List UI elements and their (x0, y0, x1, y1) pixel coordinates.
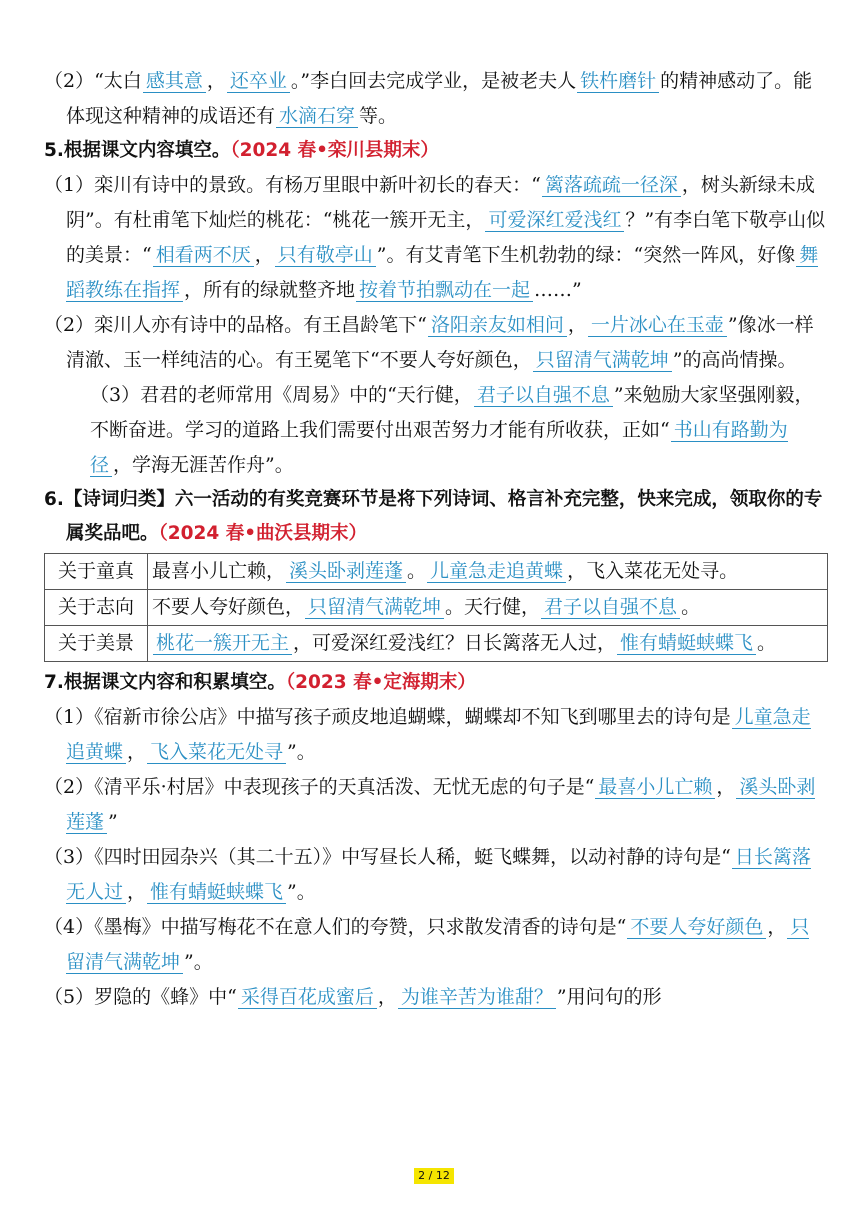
row-content: 不要人夸好颜色， 只留清气满乾坤 。天行健， 君子以自强不息 。 (148, 590, 828, 626)
answer-blank: 飞入菜花无处寻 (147, 741, 286, 764)
answer-blank: 铁杵磨针 (577, 70, 659, 93)
row-label: 关于童真 (45, 554, 148, 590)
question-7-part-3: （3）《四时田园杂兴（其二十五）》中写昼长人稀，蜓飞蝶舞，以动衬静的诗句是“ 日长篱落无人过 ， 惟有蜻蜓蛱蝶飞 ”。 (44, 846, 811, 903)
table-row (45, 626, 828, 662)
answer-blank: 还卒业 (227, 70, 290, 93)
question-6-heading: 6.【诗词归类】六一活动的有奖竞赛环节是将下列诗词、格言补充完整，快来完成，领取你的专属奖品吧。（2024 春•曲沃县期末） (44, 489, 823, 544)
question-5-part-3: （3）君君的老师常用《周易》中的“天行健， 君子以自强不息 ”来勉励大家坚强刚毅，不断奋进。学习的道路上我们需要付出艰苦努力才能有所收获，正如“ 书山有路勤为径 ，学海无涯苦作舟”。 (90, 384, 814, 476)
answer-blank: 书山有路勤为径 (90, 419, 788, 476)
source-tag: （2023 春•定海期末） (285, 672, 476, 693)
answer-blank: 惟有蜻蜓蛱蝶飞 (147, 881, 286, 904)
question-7-part-2: （2）《清平乐·村居》中表现孩子的天真活泼、无忧无虑的句子是“ 最喜小儿亡赖 ， 溪头卧剥莲蓬 ” (44, 776, 816, 833)
answer-blank: 可爱深红爱浅红 (485, 209, 624, 232)
answer-blank: 溪头卧剥莲蓬 (286, 560, 406, 583)
answer-blank: 不要人夸好颜色 (627, 916, 766, 939)
answer-blank: 儿童急走追黄蝶 (66, 706, 811, 763)
answer-blank: 日长篱落无人过 (66, 846, 811, 903)
answer-blank: 为谁辛苦为谁甜？ (398, 986, 556, 1009)
answer-blank: 溪头卧剥莲蓬 (66, 776, 816, 833)
classification-table (44, 553, 828, 662)
answer-blank: 洛阳亲友如相问 (428, 314, 567, 337)
answer-blank: 一片冰心在玉壶 (588, 314, 727, 337)
page-number: 2 / 12 (414, 1168, 454, 1184)
question-5-part-2: （2）栾川人亦有诗中的品格。有王昌龄笔下“ 洛阳亲友如相问 ， 一片冰心在玉壶 ”像冰一样清澈、玉一样纯洁的心。有王冕笔下“不要人夸好颜色， 只留清气满乾坤 ”的高尚情操。 (44, 314, 814, 371)
answer-blank: 按着节拍飘动在一起 (356, 279, 533, 302)
question-4-part-2: （2）“太白 感其意 ， 还卒业 。”李白回去完成学业，是被老夫人 铁杵磨针 的精神感动了。能体现这种精神的成语还有 水滴石穿 等。 (44, 70, 813, 127)
row-content: 最喜小儿亡赖， 溪头卧剥莲蓬 。 儿童急走追黄蝶 ，飞入菜花无处寻。 (148, 554, 828, 590)
answer-blank: 只留清气满乾坤 (305, 596, 444, 619)
answer-blank: 只有敬亭山 (275, 244, 376, 267)
question-7-part-5: （5）罗隐的《蜂》中“ 采得百花成蜜后 ， 为谁辛苦为谁甜？ ”用问句的形 (44, 986, 662, 1008)
answer-blank: 只留清气满乾坤 (533, 349, 672, 372)
answer-blank: 篱落疏疏一径深 (542, 174, 681, 197)
answer-blank: 桃花一簇开无主 (153, 632, 292, 655)
answer-blank: 感其意 (143, 70, 206, 93)
question-7-part-1: （1）《宿新市徐公店》中描写孩子顽皮地追蝴蝶，蝴蝶却不知飞到哪里去的诗句是 儿童急走追黄蝶 ， 飞入菜花无处寻 ”。 (44, 706, 811, 763)
answer-blank: 水滴石穿 (276, 105, 358, 128)
table-row (45, 590, 828, 626)
source-tag: （2024 春•栾川县期末） (230, 140, 439, 161)
answer-blank: 采得百花成蜜后 (238, 986, 377, 1009)
row-content: 桃花一簇开无主 ，可爱深红爱浅红？日长篱落无人过， 惟有蜻蜓蛱蝶飞 。 (148, 626, 828, 662)
question-5-heading: 5.根据课文内容填空。（2024 春•栾川县期末） (44, 140, 439, 161)
answer-blank: 舞蹈教练在指挥 (66, 244, 819, 301)
answer-blank: 君子以自强不息 (474, 384, 613, 407)
table-row (45, 554, 828, 590)
row-label: 关于美景 (45, 626, 148, 662)
source-tag: （2024 春•曲沃县期末） (158, 523, 368, 544)
answer-blank: 相看两不厌 (153, 244, 254, 267)
answer-blank: 君子以自强不息 (541, 596, 680, 619)
answer-blank: 最喜小儿亡赖 (595, 776, 715, 799)
question-5-part-1: （1）栾川有诗中的景致。有杨万里眼中新叶初长的春天：“ 篱落疏疏一径深 ，树头新绿未成阴”。有杜甫笔下灿烂的桃花：“桃花一簇开无主， 可爱深红爱浅红 ？”有李白笔下敬亭山似的美景：“ 相看两不厌 ， 只有敬亭山 ”。有艾青笔下生机勃勃的绿：“突然一阵风，好像 舞蹈教练在指挥 ，所有的绿就整齐地 按着节拍飘动在一起 ……” (44, 174, 826, 301)
answer-blank: 只留清气满乾坤 (66, 916, 810, 973)
question-7-heading: 7.根据课文内容和积累填空。（2023 春•定海期末） (44, 672, 476, 693)
document-page (44, 64, 828, 1015)
question-7-part-4: （4）《墨梅》中描写梅花不在意人们的夸赞，只求散发清香的诗句是“ 不要人夸好颜色 ， 只留清气满乾坤 ”。 (44, 916, 810, 973)
row-label: 关于志向 (45, 590, 148, 626)
answer-blank: 惟有蜻蜓蛱蝶飞 (617, 632, 756, 655)
answer-blank: 儿童急走追黄蝶 (427, 560, 566, 583)
